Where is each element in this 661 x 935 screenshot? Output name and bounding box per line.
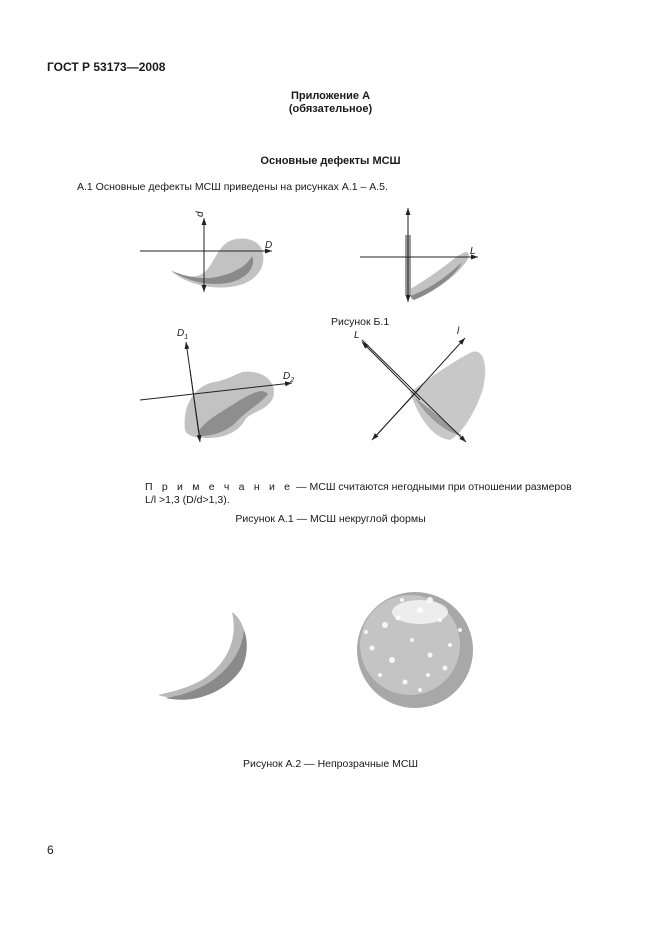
figure-a1-top-left [140, 211, 272, 292]
label-d: d [195, 211, 206, 217]
section-paragraph: А.1 Основные дефекты МСШ приведены на рисунках А.1 – А.5. [77, 181, 388, 193]
crescent-light [158, 612, 246, 698]
label-D2: $D_2$ [283, 371, 295, 384]
figure-a2-caption: Рисунок А.2 — Непрозрачные МСШ [242, 758, 419, 770]
figure-b1-caption: Рисунок Б.1 [331, 316, 390, 328]
figure-a1-caption: Рисунок А.1 — МСШ некруглой формы [235, 513, 426, 525]
label-D1: $D_1$ [177, 328, 189, 341]
figure-a2-crescent [158, 612, 247, 700]
page-number: 6 [47, 843, 54, 857]
figure-a2-opaque-sphere [357, 592, 473, 708]
section-title: Основные дефекты МСШ [260, 155, 401, 167]
label-l: l [457, 326, 460, 337]
figure-a1-bottom-left [140, 328, 294, 442]
appendix-subtitle: (обязательное) [288, 103, 373, 115]
figure-a1-top-right [360, 208, 478, 302]
note-text: — МСШ считаются негодными при отношении размеров [293, 481, 572, 493]
document-header: ГОСТ Р 53173—2008 [47, 60, 166, 74]
label-L2: L [354, 330, 360, 341]
label-D: D [265, 240, 273, 251]
figure-note-line2: L/l >1,3 (D/d>1,3). [145, 494, 230, 506]
note-prefix: П р и м е ч а н и е [145, 481, 294, 493]
figure-a1-bottom-right [354, 326, 485, 442]
appendix-title: Приложение А [290, 90, 371, 102]
defect-shape-light [408, 252, 469, 300]
label-L: L [470, 246, 476, 257]
figure-note [145, 481, 572, 493]
